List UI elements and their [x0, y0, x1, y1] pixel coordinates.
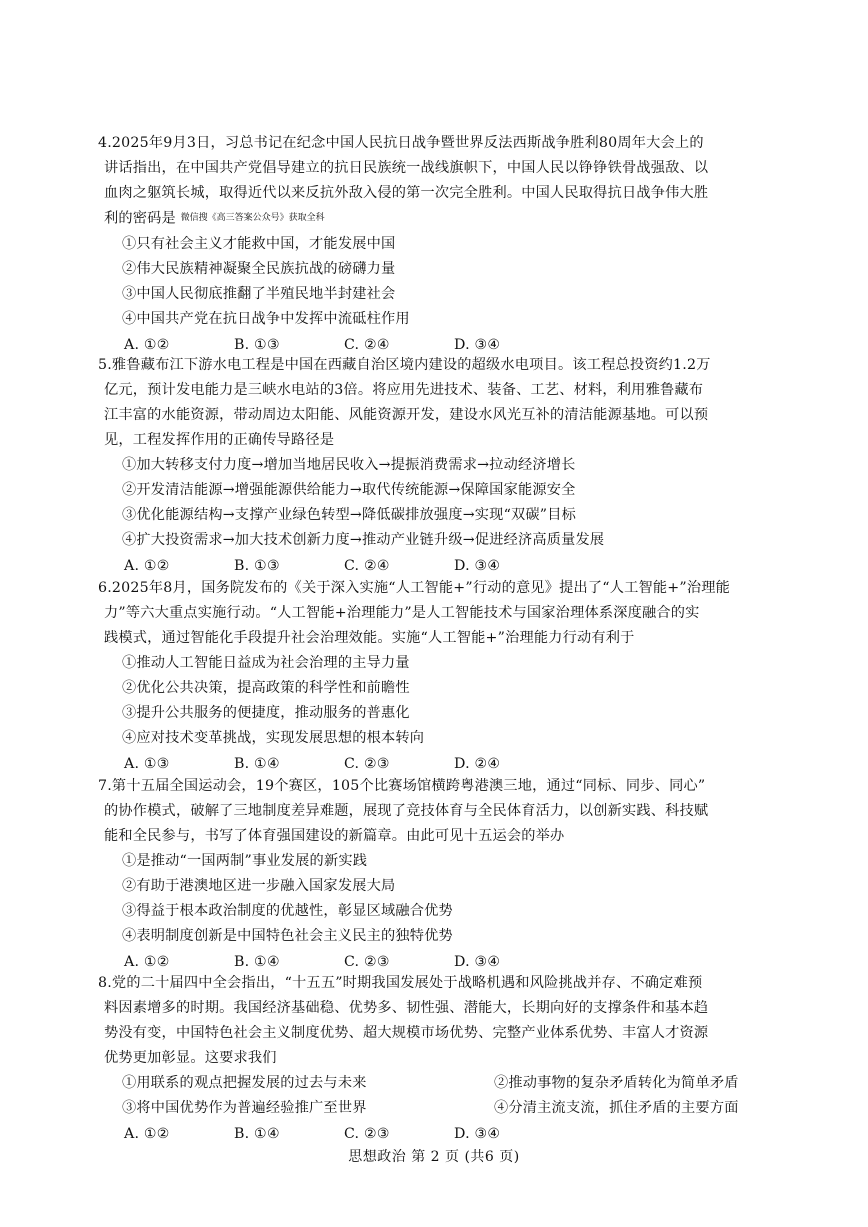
stem-line: 亿元，预计发电能力是三峡水电站的3倍。将应用先进技术、装备、工艺、材料，利用雅鲁藏布: [104, 382, 704, 398]
option: ②推动事物的复杂矛盾转化为简单矛盾: [494, 1075, 739, 1091]
option: ②优化公共决策，提高政策的科学性和前瞻性: [122, 680, 410, 696]
stem-line: 5.雅鲁藏布江下游水电工程是中国在西藏自治区境内建设的超级水电项目。该工程总投资约1.2万: [98, 357, 711, 373]
option: ④中国共产党在抗日战争中发挥中流砥柱作用: [122, 310, 410, 327]
choice-b: B. ①④: [234, 1126, 280, 1142]
stem-line: 优势更加彰显。这要求我们: [104, 1050, 277, 1066]
choice-d: D. ③④: [454, 954, 501, 970]
stem-line: 势没有变，中国特色社会主义制度优势、超大规模市场优势、完整产业体系优势、丰富人才资源: [104, 1025, 709, 1041]
option: ①只有社会主义才能救中国，才能发展中国: [122, 235, 396, 252]
stem-line: 力”等六大重点实施行动。“人工智能+治理能力”是人工智能技术与国家治理体系深度融合的实: [104, 605, 700, 621]
choice-c: C. ②④: [344, 558, 390, 574]
choice-c: C. ②③: [344, 954, 390, 970]
page-footer: 思想政治 第 2 页 (共6 页): [348, 1149, 520, 1165]
option: ④分清主流支流，抓住矛盾的主要方面: [494, 1100, 739, 1116]
choice-b: B. ①④: [234, 954, 280, 970]
option: ①推动人工智能日益成为社会治理的主导力量: [122, 655, 410, 671]
choice-a: A. ①②: [124, 336, 170, 353]
choice-c: C. ②④: [344, 336, 390, 353]
option: ③将中国优势作为普遍经验推广至世界: [122, 1100, 367, 1116]
stem-line: 的协作模式，破解了三地制度差异难题，展现了竞技体育与全民体育活力，以创新实践、科技赋: [104, 803, 709, 819]
choice-a: A. ①②: [124, 558, 170, 574]
stem-line: 8.党的二十届四中全会指出，“十五五”时期我国发展处于战略机遇和风险挑战并存、不确定难预: [98, 975, 703, 991]
answer-choices: [104, 1121, 756, 1148]
question-8: [98, 971, 756, 1148]
choice-d: D. ③④: [454, 558, 501, 574]
option: ③中国人民彻底推翻了半殖民地半封建社会: [122, 285, 396, 302]
option: ④应对技术变革挑战，实现发展思想的根本转向: [122, 730, 425, 746]
question-5: [98, 353, 756, 580]
option: ④扩大投资需求→加大技术创新力度→推动产业链升级→促进经济高质量发展: [122, 532, 605, 548]
option-row: [104, 1071, 756, 1096]
choice-d: D. ②④: [454, 756, 501, 772]
stem-line: 4.2025年9月3日，习总书记在纪念中国人民抗日战争暨世界反法西斯战争胜利80周年大会上的: [98, 135, 704, 151]
choice-d: D. ③④: [454, 336, 501, 353]
stem-line: 能和全民参与，书写了体育强国建设的新篇章。由此可见十五运会的举办: [104, 828, 565, 844]
question-stem: [98, 353, 756, 453]
option: ②有助于港澳地区进一步融入国家发展大局: [122, 878, 396, 894]
stem-line: 利的密码是: [104, 210, 176, 227]
option: ④表明制度创新是中国特色社会主义民主的独特优势: [122, 928, 453, 944]
stem-line: 江丰富的水能资源，带动周边太阳能、风能资源开发，建设水风光互补的清洁能源基地。可以预: [104, 407, 709, 423]
option: ③优化能源结构→支撑产业绿色转型→降低碳排放强度→实现“双碳”目标: [122, 507, 577, 523]
question-6: [98, 576, 756, 778]
option-row: [104, 1096, 756, 1121]
stem-line: 7.第十五届全国运动会，19个赛区，105个比赛场馆横跨粤港澳三地，通过“同标、同步、同心”: [98, 778, 706, 794]
choice-c: C. ②③: [344, 1126, 390, 1142]
option: ①加大转移支付力度→增加当地居民收入→提振消费需求→拉动经济增长: [122, 457, 576, 473]
choice-b: B. ①③: [234, 336, 280, 353]
option: ①是推动“一国两制”事业发展的新实践: [122, 853, 368, 869]
choice-d: D. ③④: [454, 1126, 501, 1142]
choice-c: C. ②③: [344, 756, 390, 772]
watermark-note: 微信搜《高三答案公众号》获取全科: [180, 213, 325, 223]
stem-line: 血肉之躯筑长城，取得近代以来反抗外敌入侵的第一次完全胜利。中国人民取得抗日战争伟大胜: [104, 185, 709, 201]
stem-line: 6.2025年8月，国务院发布的《关于深入实施“人工智能+”行动的意见》提出了“人工智能+”治理能: [98, 580, 731, 596]
choice-a: A. ①②: [124, 954, 170, 970]
choice-a: A. ①②: [124, 1126, 170, 1142]
option: ③提升公共服务的便捷度，推动服务的普惠化: [122, 705, 410, 721]
stem-line: 讲话指出，在中国共产党倡导建立的抗日民族统一战线旗帜下，中国人民以铮铮铁骨战强敌、以: [104, 160, 709, 176]
stem-line: 料因素增多的时期。我国经济基础稳、优势多、韧性强、潜能大，长期向好的支撑条件和基本趋: [104, 1000, 709, 1016]
choice-b: B. ①③: [234, 558, 280, 574]
question-stem: [98, 971, 756, 1071]
option: ③得益于根本政治制度的优越性，彰显区域融合优势: [122, 903, 453, 919]
question-4: [98, 131, 756, 359]
choice-b: B. ①④: [234, 756, 280, 772]
question-stem: [98, 774, 756, 849]
stem-line: 见，工程发挥作用的正确传导路径是: [104, 432, 335, 448]
option: ①用联系的观点把握发展的过去与未来: [122, 1075, 367, 1091]
question-stem: [98, 576, 756, 651]
question-7: [98, 774, 756, 976]
choice-a: A. ①③: [124, 756, 170, 772]
option: ②伟大民族精神凝聚全民族抗战的磅礴力量: [122, 260, 396, 277]
question-stem: [98, 131, 756, 232]
stem-line: 践模式，通过智能化手段提升社会治理效能。实施“人工智能+”治理能力行动有利于: [104, 630, 635, 646]
option: ②开发清洁能源→增强能源供给能力→取代传统能源→保障国家能源安全: [122, 482, 576, 498]
